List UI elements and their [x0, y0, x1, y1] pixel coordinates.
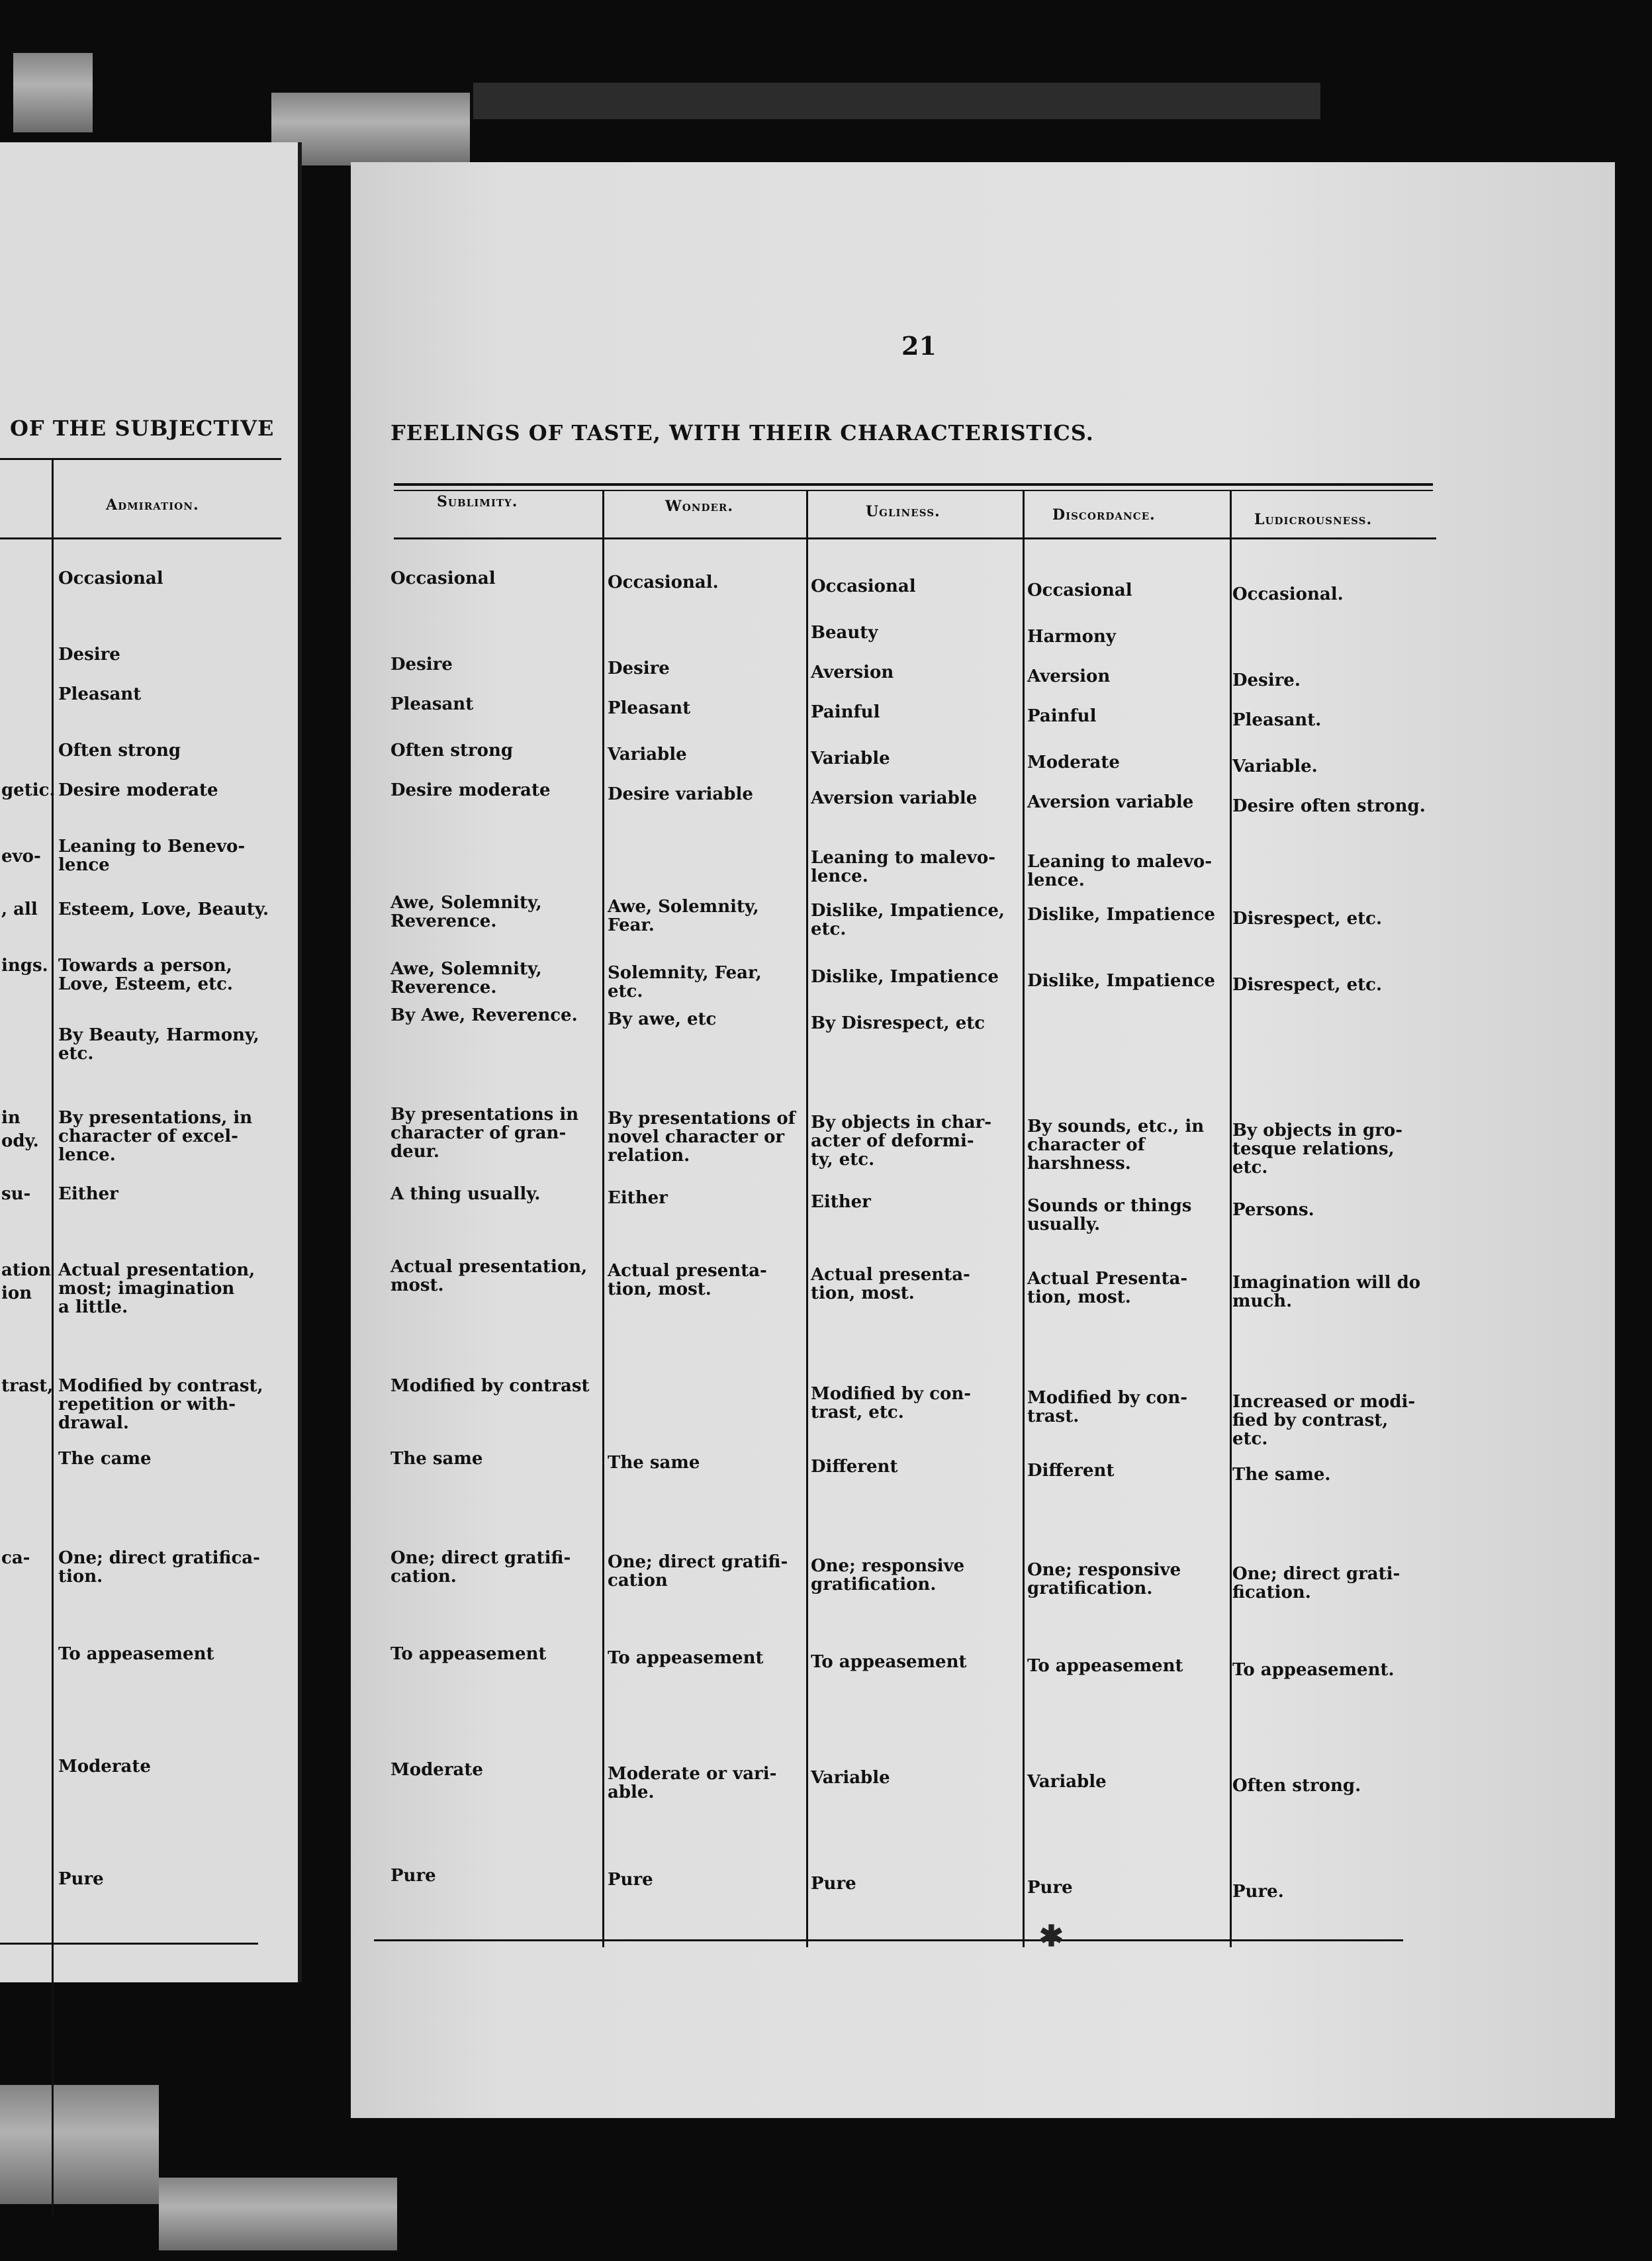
table-cell: A thing usually.	[390, 1184, 541, 1204]
table-cell: To appeasement	[811, 1652, 967, 1672]
table-cell: Painful	[811, 702, 880, 722]
table-cell: One; direct gratifi- cation	[608, 1552, 788, 1591]
left-header-admiration: Admiration.	[106, 496, 199, 514]
table-cell: Beauty	[811, 623, 878, 643]
left-edge-fragment: ings.	[1, 956, 48, 976]
table-cell: By awe, etc	[608, 1009, 717, 1029]
table-rule-top-thin	[394, 490, 1433, 491]
table-rule-header	[394, 537, 1436, 539]
table-cell: Different	[811, 1457, 898, 1477]
left-table-cell: Pure	[58, 1869, 104, 1889]
table-cell: Occasional	[811, 577, 916, 596]
table-cell: Actual Presenta- tion, most.	[1027, 1269, 1188, 1307]
left-table-cell: To appeasement	[58, 1644, 214, 1664]
left-edge-fragment: evo-	[1, 847, 41, 866]
table-cell: Dislike, Impatience, etc.	[811, 901, 1005, 939]
left-column-divider	[52, 458, 54, 2215]
table-cell: Variable	[1027, 1772, 1107, 1792]
table-cell: By presentations of novel character or relation.	[608, 1109, 796, 1166]
left-edge-fragment: in	[1, 1108, 21, 1128]
col-header-wonder: Wonder.	[665, 498, 734, 515]
table-cell: Occasional.	[608, 573, 719, 592]
table-cell: Moderate or vari- able.	[608, 1764, 777, 1802]
table-cell: Aversion	[811, 663, 894, 682]
table-cell: Harmony	[1027, 627, 1116, 647]
table-cell: Modified by con- trast.	[1027, 1388, 1188, 1426]
column-divider	[1230, 491, 1232, 1947]
table-cell: To appeasement	[390, 1644, 547, 1664]
table-cell: Variable	[811, 1768, 890, 1788]
table-cell: Pleasant.	[1232, 710, 1322, 730]
table-cell: Pleasant	[608, 698, 691, 718]
left-edge-fragment: ca-	[1, 1548, 30, 1568]
left-edge-fragment: ion	[1, 1283, 32, 1303]
table-cell: Leaning to malevo- lence.	[1027, 852, 1213, 890]
left-table-cell: Modified by contrast, repetition or with- drawal.	[58, 1376, 263, 1433]
table-cell: Dislike, Impatience	[1027, 905, 1215, 925]
table-cell: Awe, Solemnity, Fear.	[608, 897, 759, 935]
table-cell: The same.	[1232, 1465, 1331, 1485]
table-cell: Variable.	[1232, 757, 1318, 776]
table-cell: Dislike, Impatience	[1027, 971, 1215, 991]
table-cell: Either	[811, 1192, 871, 1212]
tape-strip	[13, 53, 93, 132]
table-cell: Actual presentation, most.	[390, 1257, 588, 1295]
column-divider	[806, 491, 808, 1947]
left-rule-bottom	[0, 1943, 258, 1945]
col-header-ugliness: Ugliness.	[866, 503, 941, 520]
table-cell: The same	[608, 1453, 700, 1473]
table-cell: Desire variable	[608, 784, 753, 804]
table-cell: Disrespect, etc.	[1232, 909, 1383, 929]
table-cell: Often strong.	[1232, 1776, 1361, 1796]
left-table-cell: Often strong	[58, 741, 181, 761]
left-edge-fragment: su-	[1, 1184, 31, 1204]
table-cell: Actual presenta- tion, most.	[811, 1265, 970, 1303]
table-cell: Painful	[1027, 706, 1097, 726]
table-cell: To appeasement	[1027, 1656, 1183, 1676]
table-cell: Modified by contrast	[390, 1376, 590, 1396]
left-table-cell: Actual presentation, most; imagination a little.	[58, 1260, 255, 1317]
page-title: FEELINGS OF TASTE, WITH THEIR CHARACTERISTICS.	[390, 420, 1094, 445]
table-cell: By objects in char- acter of deformi- ty, etc.	[811, 1113, 992, 1170]
table-cell: Either	[608, 1188, 668, 1208]
table-cell: Actual presenta- tion, most.	[608, 1261, 767, 1299]
left-table-cell: Desire moderate	[58, 780, 218, 800]
page-number: 21	[901, 331, 937, 361]
table-cell: Aversion variable	[811, 788, 978, 808]
left-table-cell: Esteem, Love, Beauty.	[58, 900, 269, 919]
left-page-title: OF THE SUBJECTIVE	[10, 416, 275, 441]
left-table-cell: Either	[58, 1184, 118, 1204]
left-table-cell: Desire	[58, 645, 120, 665]
left-rule-top	[0, 458, 281, 460]
left-edge-fragment: ation	[1, 1260, 51, 1280]
table-cell: Moderate	[390, 1760, 483, 1780]
table-cell: Modified by con- trast, etc.	[811, 1384, 972, 1422]
table-cell: By objects in gro- tesque relations, etc.	[1232, 1121, 1402, 1177]
left-table-cell: Moderate	[58, 1757, 151, 1776]
table-cell: Awe, Solemnity, Reverence.	[390, 893, 542, 931]
table-cell: To appeasement	[608, 1648, 764, 1668]
table-cell: Imagination will do much.	[1232, 1273, 1421, 1311]
table-cell: Occasional.	[1232, 584, 1344, 604]
table-cell: Often strong	[390, 741, 514, 761]
table-cell: Awe, Solemnity, Reverence.	[390, 959, 542, 997]
table-cell: By Awe, Reverence.	[390, 1005, 578, 1025]
left-rule-header	[0, 537, 281, 539]
table-cell: Desire	[390, 655, 453, 674]
col-header-discordance: Discordance.	[1052, 506, 1156, 524]
table-cell: Pure	[811, 1874, 856, 1894]
table-cell: Increased or modi- fied by contrast, etc.	[1232, 1392, 1416, 1449]
table-cell: Moderate	[1027, 753, 1120, 772]
table-cell: Desire	[608, 659, 670, 678]
table-cell: By Disrespect, etc	[811, 1013, 986, 1033]
table-cell: Aversion	[1027, 667, 1111, 686]
table-cell: Persons.	[1232, 1200, 1314, 1220]
left-table-cell: One; direct gratifica- tion.	[58, 1548, 260, 1587]
table-cell: Pure	[608, 1870, 653, 1890]
table-cell: By presentations in character of gran- deur.	[390, 1105, 579, 1162]
table-cell: Variable	[811, 749, 890, 768]
tape-strip	[0, 2085, 159, 2204]
table-cell: By sounds, etc., in character of harshness.	[1027, 1117, 1205, 1174]
column-divider	[602, 491, 604, 1947]
table-cell: Variable	[608, 745, 687, 764]
table-cell: One; responsive gratification.	[1027, 1560, 1181, 1598]
table-cell: Pure.	[1232, 1882, 1284, 1902]
table-cell: One; direct grati- fication.	[1232, 1564, 1400, 1602]
table-cell: Solemnity, Fear, etc.	[608, 963, 762, 1001]
left-table-cell: Towards a person, Love, Esteem, etc.	[58, 956, 233, 994]
table-cell: Occasional	[1027, 580, 1132, 600]
left-table-cell: By Beauty, Harmony, etc.	[58, 1025, 259, 1064]
table-cell: One; direct gratifi- cation.	[390, 1548, 571, 1587]
ink-blot: ✱	[1039, 1919, 1064, 1953]
table-cell: Desire often strong.	[1232, 796, 1426, 816]
table-cell: The same	[390, 1449, 483, 1469]
left-edge-fragment: getic.	[1, 780, 56, 800]
left-table-cell: Leaning to Benevo- lence	[58, 837, 246, 875]
table-cell: Aversion variable	[1027, 792, 1194, 812]
table-cell: Desire moderate	[390, 780, 551, 800]
col-header-ludicrousness: Ludicrousness.	[1254, 511, 1373, 528]
table-cell: Disrespect, etc.	[1232, 975, 1383, 995]
table-cell: Leaning to malevo- lence.	[811, 848, 996, 886]
table-cell: Dislike, Impatience	[811, 967, 999, 987]
table-cell: Different	[1027, 1461, 1115, 1481]
column-divider	[1023, 491, 1025, 1947]
table-cell: Sounds or things usually.	[1027, 1196, 1192, 1234]
table-cell: Pleasant	[390, 694, 474, 714]
left-table-cell: Occasional	[58, 569, 163, 588]
table-cell: To appeasement.	[1232, 1660, 1395, 1680]
table-cell: Occasional	[390, 569, 496, 588]
left-edge-fragment: trast,	[1, 1376, 54, 1396]
left-edge-fragment: , all	[1, 900, 38, 919]
col-header-sublimity: Sublimity.	[437, 493, 518, 510]
left-table-cell: The came	[58, 1449, 152, 1469]
tape-strip	[159, 2178, 397, 2250]
left-table-cell: Pleasant	[58, 684, 142, 704]
table-cell: Desire.	[1232, 670, 1301, 690]
table-cell: One; responsive gratification.	[811, 1556, 965, 1594]
table-rule-top	[394, 483, 1433, 486]
table-cell: Pure	[1027, 1878, 1073, 1898]
table-rule-bottom	[374, 1939, 1403, 1941]
left-edge-fragment: ody.	[1, 1131, 39, 1151]
left-table-cell: By presentations, in character of excel- lence.	[58, 1108, 253, 1165]
table-cell: Pure	[390, 1866, 436, 1886]
top-fragment	[473, 83, 1320, 119]
